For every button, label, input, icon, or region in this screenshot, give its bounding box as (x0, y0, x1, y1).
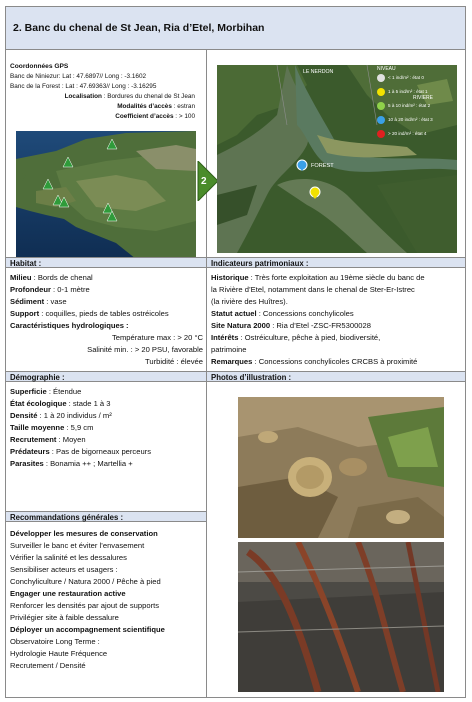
interets-line-2: patrimoine (211, 345, 247, 354)
map-marker-number: 2 (201, 176, 207, 187)
profondeur-line: Profondeur : 0-1 mètre (10, 285, 90, 294)
coefficient-label: Coefficient d’accès (115, 113, 174, 120)
recrutement-line: Recrutement : Moyen (10, 435, 86, 444)
modalites-line (117, 103, 195, 110)
reco-line: Recrutement / Densité (10, 661, 86, 670)
gps-line-forest: Banc de la Forest : Lat : 47.69363// Long : -3.16295 (10, 83, 157, 90)
historique-line-3: (la rivière des Huîtres). (211, 297, 288, 306)
demographie-header: Démographie : (6, 371, 206, 382)
taille-line: Taille moyenne : 5,9 cm (10, 423, 94, 432)
reco-line: Développer les mesures de conservation (10, 529, 158, 538)
gps-line-niniezur: Banc de Niniezur: Lat : 47.6897// Long : -3.1602 (10, 73, 147, 80)
modalites-value: : estran (171, 103, 195, 110)
photo-oyster-tables (238, 542, 444, 692)
sheet-frame (5, 6, 466, 698)
site-map: LE NERDON FOREST RIVIERE NIVEAU < 1 ind/m² : état 0 1 à 5 ind/m² : état 1 5 à 10 ind/m² : état 2 10 à 20 ind/m² : état 3 > 20 ind/m² : état 4 (217, 65, 457, 253)
historique-line-1: Historique : Très forte exploitation au 19ème siècle du banc de (211, 273, 425, 282)
reco-line: Vérifier la salinité et les dessalures (10, 553, 127, 562)
habitat-header: Habitat : (6, 257, 206, 268)
sediment-line: Sédiment : vase (10, 297, 67, 306)
temperature-line: Température max : > 20 °C (111, 333, 203, 342)
map-place-forest: FOREST (311, 163, 334, 169)
modalites-label: Modalités d’accès (117, 103, 172, 110)
recommandations-header: Recommandations générales : (6, 511, 206, 522)
legend-dot-icon (377, 102, 385, 110)
etat-line: État écologique : stade 1 à 3 (10, 399, 111, 408)
reco-line: Déployer un accompagnement scientifique (10, 625, 165, 634)
interets-line-1: Intérêts : Ostréiculture, pêche à pied, biodiversité, (211, 333, 381, 342)
coefficient-line (115, 113, 195, 120)
milieu-line: Milieu : Bords de chenal (10, 273, 93, 282)
reco-line: Renforcer les densités par ajout de supports (10, 601, 160, 610)
overview-map-image (16, 131, 196, 259)
reco-line: Engager une restauration active (10, 589, 126, 598)
predateurs-line: Prédateurs : Pas de bigorneaux perceurs (10, 447, 151, 456)
reco-line: Observatoire Long Terme : (10, 637, 100, 646)
remarques-line: Remarques : Concessions conchylicoles CRCBS à proximité (211, 357, 418, 366)
coefficient-value: : > 100 (173, 113, 195, 120)
salinite-line: Salinité min. : > 20 PSU, favorable (87, 345, 203, 354)
legend-dot-icon (377, 130, 385, 138)
superficie-line: Superficie : Étendue (10, 387, 82, 396)
map-place-river: RIVIERE (413, 95, 434, 101)
map-legend-title: NIVEAU (377, 66, 396, 72)
localisation-value: : Bordures du chenal de St Jean (101, 93, 195, 100)
turbidite-line: Turbidité : élevée (145, 357, 203, 366)
parasites-line: Parasites : Bonamia ++ ; Martellia + (10, 459, 133, 468)
carac-hydro-label: Caractéristiques hydrologiques : (10, 321, 129, 330)
natura-line: Site Natura 2000 : Ria d’Etel -ZSC-FR5300028 (211, 321, 371, 330)
legend-dot-icon (377, 116, 385, 124)
historique-line-2: la Rivière d’Etel, notamment dans le chenal de Ster-Er-Istrec (211, 285, 415, 294)
reco-line: Hydrologie Haute Fréquence (10, 649, 108, 658)
legend-dot-icon (377, 88, 385, 96)
reco-line: Sensibiliser acteurs et usagers : (10, 565, 118, 574)
statut-line: Statut actuel : Concessions conchylicoles (211, 309, 354, 318)
photos-header: Photos d’illustration : (207, 371, 465, 382)
photo-oyster-tables-image (238, 542, 444, 692)
localisation-line (65, 93, 195, 100)
overview-map (16, 131, 196, 259)
photo-oyster-bed-image (238, 397, 444, 538)
reco-line: Surveiller le banc et éviter l’envasement (10, 541, 145, 550)
gps-heading: Coordonnées GPS (10, 63, 69, 70)
reco-line: Privilégier site à faible dessalure (10, 613, 119, 622)
photo-oyster-bed (238, 397, 444, 538)
reco-line: Conchyliculture / Natura 2000 / Pêche à pied (10, 577, 161, 586)
densite-line: Densité : 1 à 20 individus / m² (10, 411, 112, 420)
legend-dot-icon (377, 74, 385, 82)
indicateurs-header: Indicateurs patrimoniaux : (207, 257, 465, 268)
map-place-nerdon: LE NERDON (303, 69, 334, 75)
title-bar (6, 7, 465, 50)
localisation-label: Localisation (64, 93, 102, 100)
page-title: 2. Banc du chenal de St Jean, Ria d’Etel, Morbihan (13, 22, 265, 34)
support-line: Support : coquilles, pieds de tables ostréicoles (10, 309, 169, 318)
